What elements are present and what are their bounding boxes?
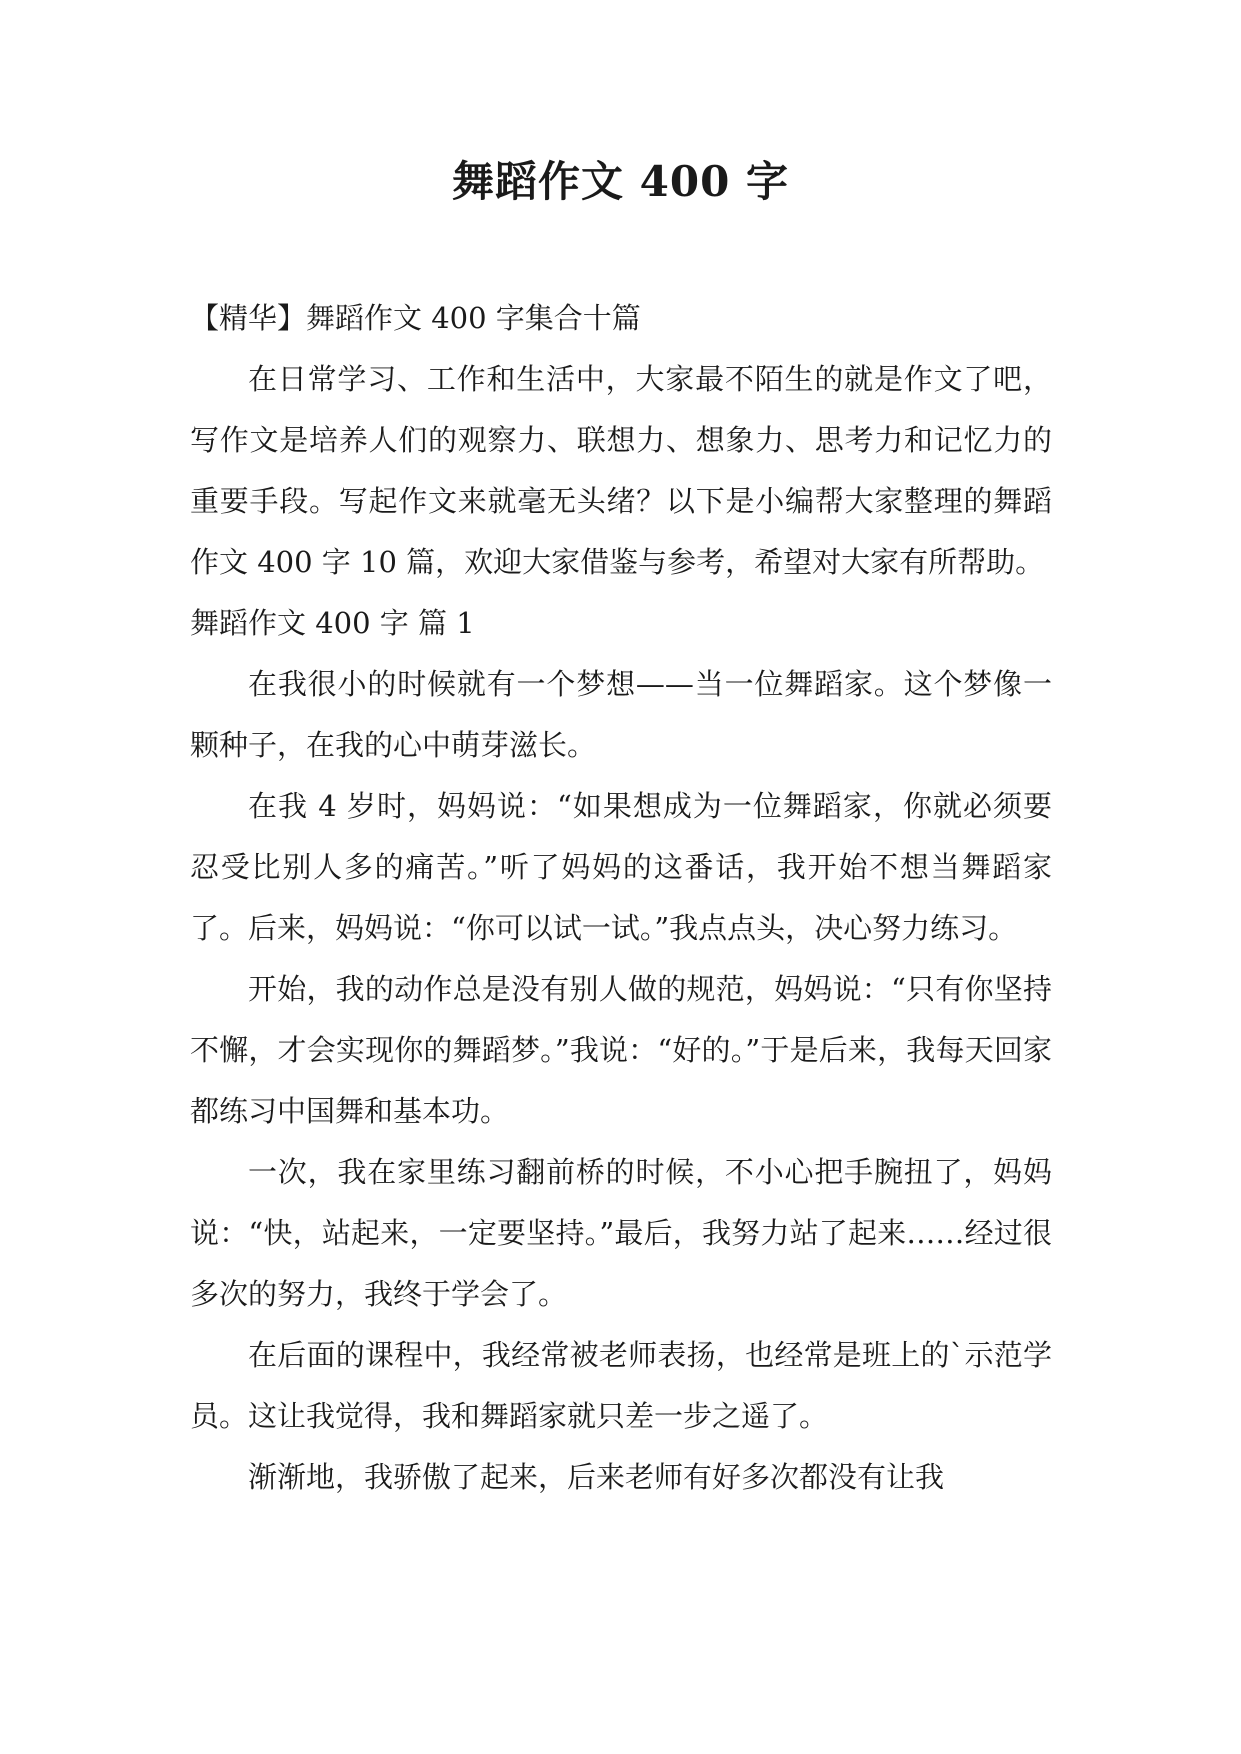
body-paragraph: 渐渐地，我骄傲了起来，后来老师有好多次都没有让我: [248, 1460, 945, 1494]
document-subtitle: 【精华】舞蹈作文 400 字集合十篇: [190, 301, 641, 335]
section-heading: 舞蹈作文 400 字 篇 1: [190, 606, 475, 640]
body-paragraph: 在我 4 岁时，妈妈说：“如果想成为一位舞蹈家，你就必须要忍受比别人多的痛苦。”听了妈妈的这番话，我开始不想当舞蹈家了。后来，妈妈说：“你可以试一试。”我点点头，决心努力练习。: [190, 789, 1052, 945]
body-paragraph: 一次，我在家里练习翻前桥的时候，不小心把手腕扭了，妈妈说：“快，站起来，一定要坚持。”最后，我努力站了起来……经过很多次的努力，我终于学会了。: [190, 1155, 1052, 1311]
document-title: 舞蹈作文 400 字: [452, 157, 789, 206]
intro-paragraph: 在日常学习、工作和生活中，大家最不陌生的就是作文了吧，写作文是培养人们的观察力、联想力、想象力、思考力和记忆力的重要手段。写起作文来就毫无头绪？以下是小编帮大家整理的舞蹈作文 400 字 10 篇，欢迎大家借鉴与参考，希望对大家有所帮助。: [190, 362, 1052, 579]
document-body: [190, 288, 1052, 1508]
body-paragraph: 开始，我的动作总是没有别人做的规范，妈妈说：“只有你坚持不懈，才会实现你的舞蹈梦。”我说：“好的。”于是后来，我每天回家都练习中国舞和基本功。: [190, 972, 1052, 1128]
body-paragraph: 在我很小的时候就有一个梦想——当一位舞蹈家。这个梦像一颗种子，在我的心中萌芽滋长。: [190, 667, 1052, 762]
body-paragraph: 在后面的课程中，我经常被老师表扬，也经常是班上的`示范学员。这让我觉得，我和舞蹈家就只差一步之遥了。: [190, 1338, 1052, 1433]
